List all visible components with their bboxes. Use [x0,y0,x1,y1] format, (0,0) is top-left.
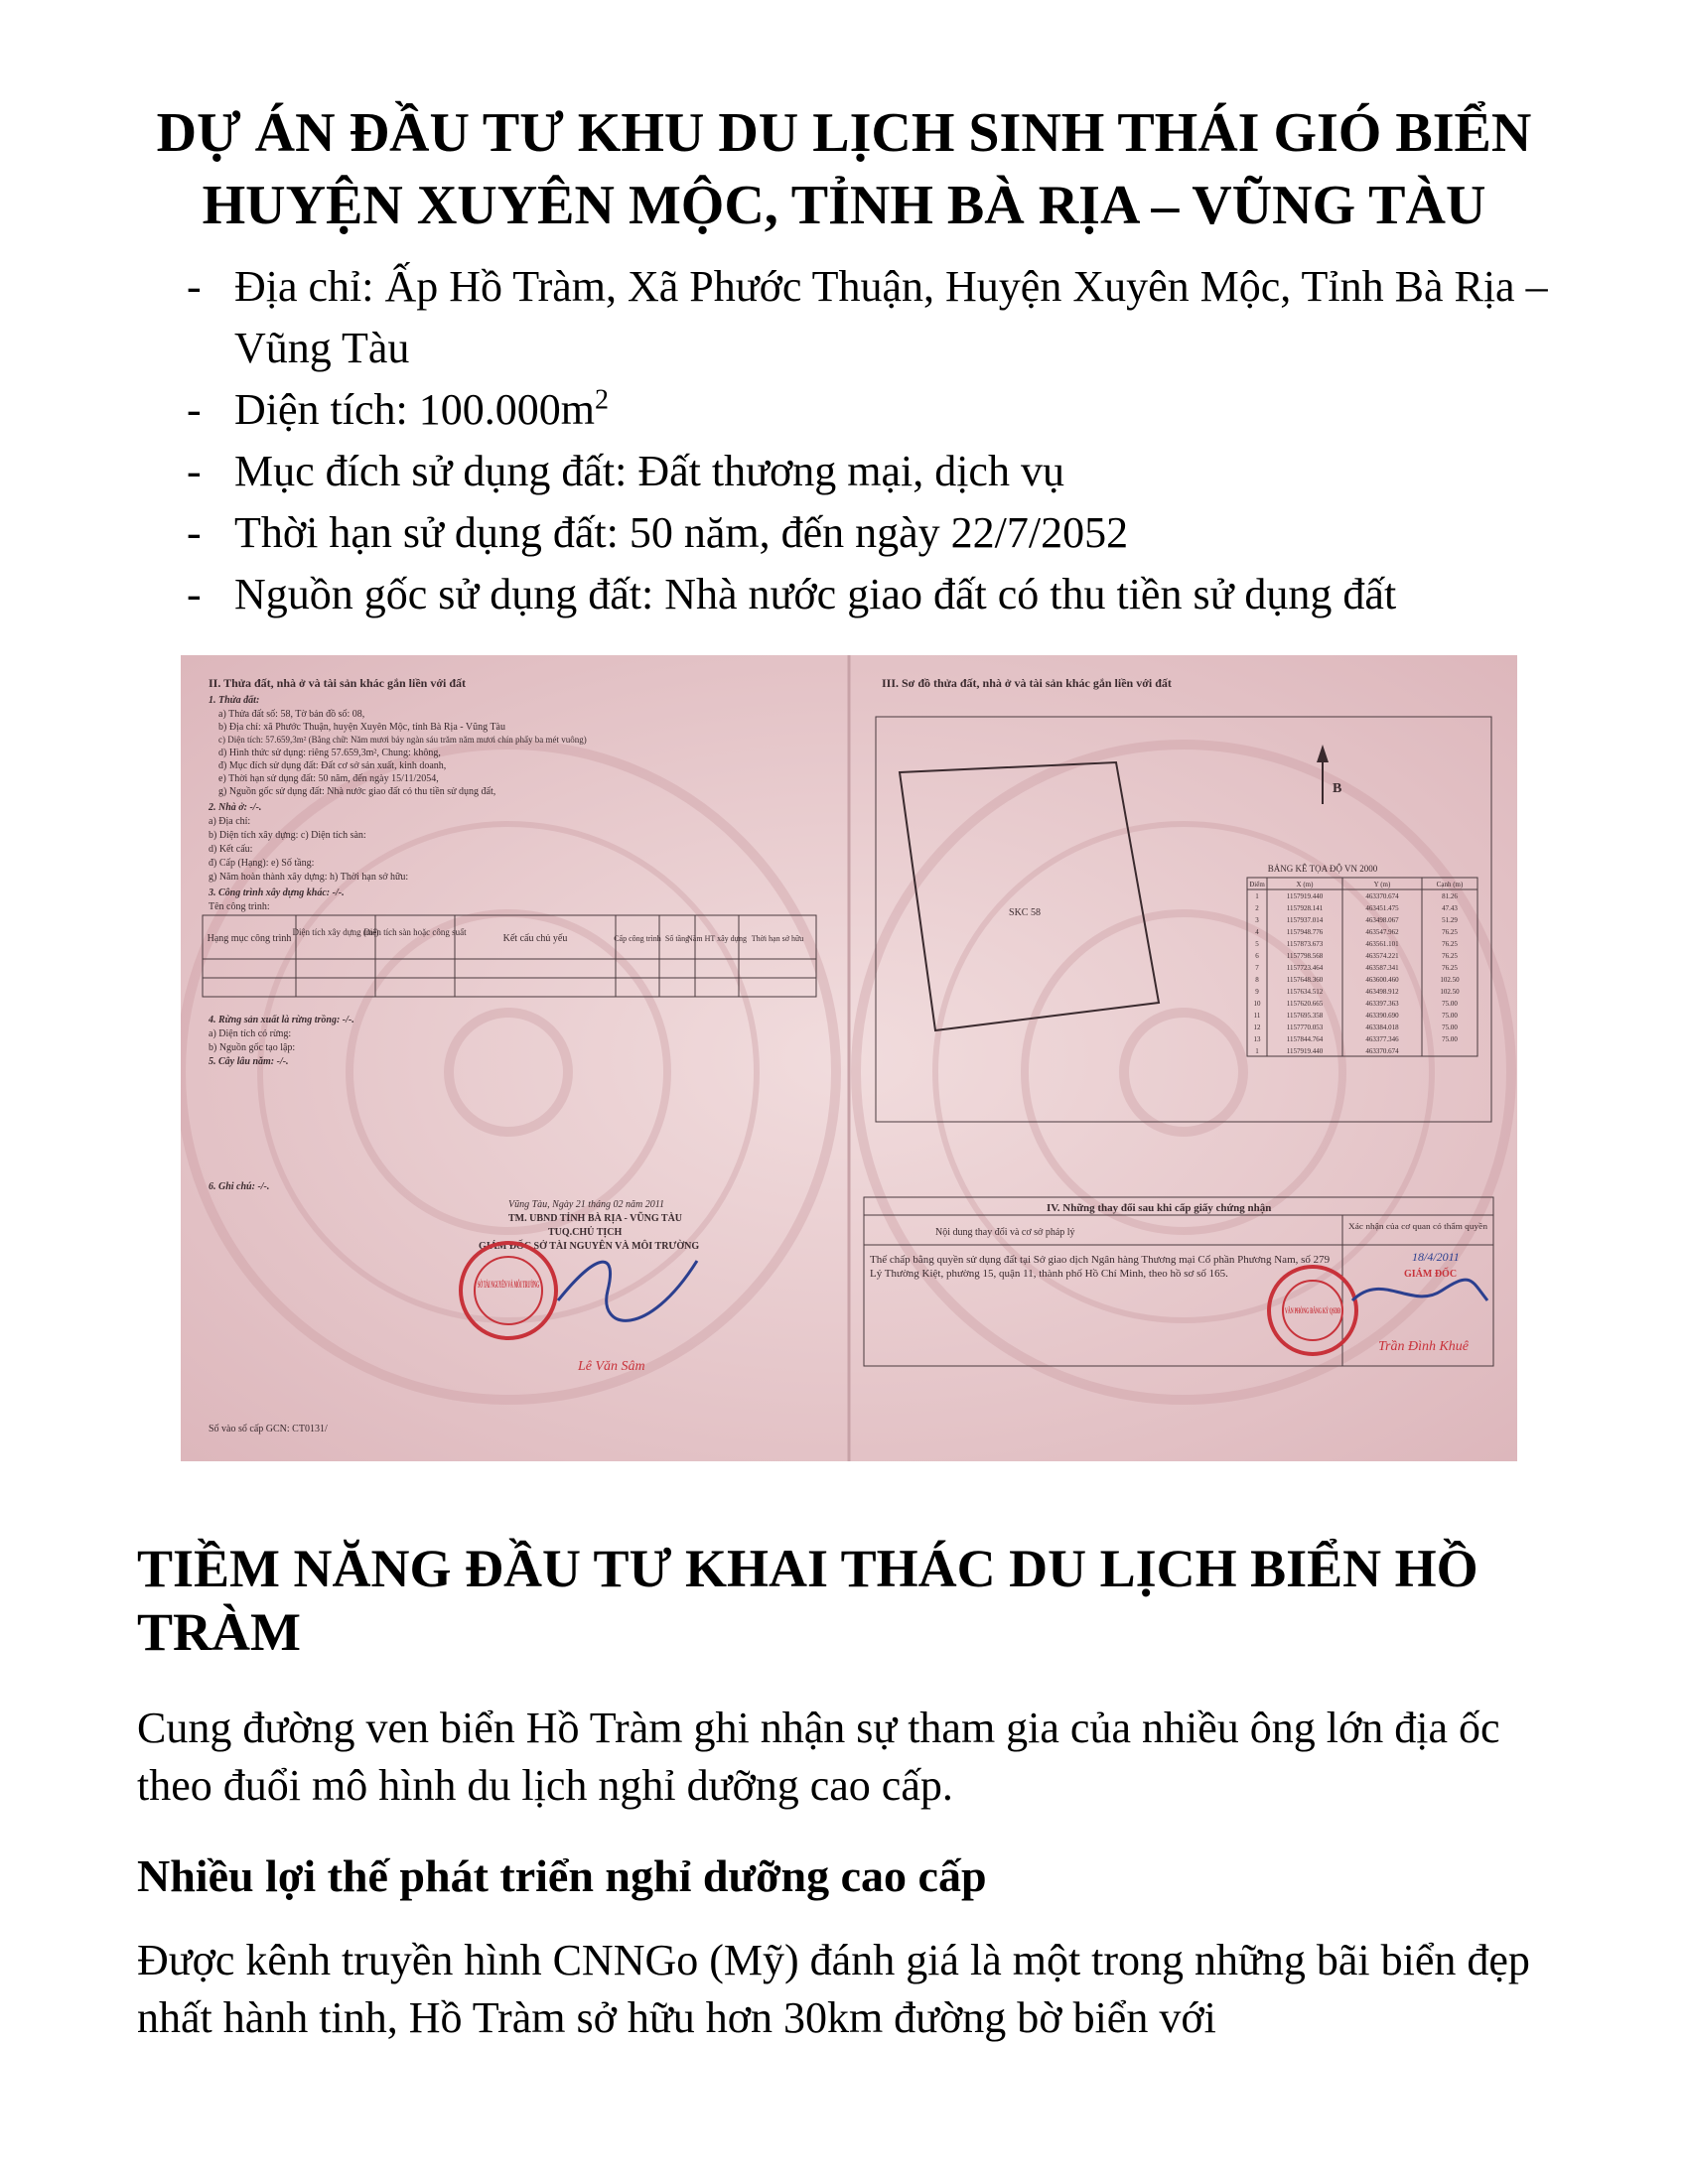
coord-cell: 102.50 [1440,976,1460,984]
info-purpose: - Mục đích sử dụng đất: Đất thương mại, dịch vụ [179,441,1569,502]
coord-cell: 76.25 [1442,940,1458,948]
info-term: - Thời hạn sử dụng đất: 50 năm, đến ngày 22/7/2052 [179,502,1569,564]
coord-header-cell: X (m) [1296,881,1314,888]
coord-cell: 75.00 [1442,1035,1458,1043]
coord-cell: 463384.018 [1365,1024,1399,1031]
coord-cell: 1157844.764 [1286,1035,1324,1043]
coord-cell: 10 [1253,1000,1261,1008]
section-subheading: Nhiều lợi thế phát triển nghỉ dưỡng cao cấp [137,1850,987,1901]
right-heading: III. Sơ đồ thửa đất, nhà ở và tài sản khác gắn liền với đất [882,676,1172,690]
works-col-3: Kết cấu chủ yếu [502,933,568,944]
coord-cell: 463574.221 [1365,952,1399,960]
left-line2-3: 5. Cây lâu năm: -/-. [209,1056,289,1067]
changes-col1: Nội dung thay đổi và cơ sở pháp lý [935,1227,1075,1238]
sign-line-1: TUQ.CHỦ TỊCH [548,1227,623,1238]
left-line2-2: b) Nguồn gốc tạo lập: [209,1042,296,1053]
changes-heading: IV. Những thay đổi sau khi cấp giấy chứng nhận [1047,1202,1272,1214]
coord-cell: 1157648.360 [1286,976,1324,984]
left-line2-1: a) Diện tích có rừng: [209,1028,292,1039]
coord-cell: 75.00 [1442,1012,1458,1020]
coord-cell: 81.26 [1442,892,1458,900]
info-area-superscript: 2 [594,384,609,416]
changes-signer-title: GIÁM ĐỐC [1404,1269,1458,1280]
left-line-9: a) Địa chỉ: [209,816,251,827]
left-line-7: g) Nguồn gốc sử dụng đất: Nhà nước giao đất có thu tiền sử dụng đất, [218,786,496,797]
coord-cell: 9 [1255,988,1259,996]
coord-cell: 1157723.464 [1286,964,1324,972]
coord-cell: 3 [1255,916,1259,924]
coord-cell: 6 [1255,952,1259,960]
left-line-3: c) Diện tích: 57.659,3m² (Bằng chữ: Năm mươi bảy ngàn sáu trăm năm mươi chín phẩy ba mét vuông) [218,735,587,745]
coord-cell: 1157620.665 [1286,1000,1324,1008]
left-line-0: 1. Thửa đất: [209,695,260,706]
left-line-4: d) Hình thức sử dụng: riêng 57.659,3m², Chung: không, [218,748,441,758]
coord-cell: 1 [1255,1047,1259,1055]
coord-cell: 463561.101 [1365,940,1399,948]
changes-col2: Xác nhận của cơ quan có thẩm quyền [1348,1222,1487,1231]
parcel-label: SKC 58 [1009,907,1041,918]
changes-date: 18/4/2011 [1412,1250,1460,1264]
coord-cell: 1157770.053 [1286,1024,1324,1031]
coord-cell: 463498.067 [1365,916,1399,924]
coord-cell: 463397.363 [1365,1000,1399,1008]
coord-cell: 463370.674 [1365,1047,1399,1055]
stamp-left-text: SỞ TÀI NGUYÊN VÀ MÔI TRƯỜNG [478,1280,539,1290]
coord-cell: 463370.674 [1365,892,1399,900]
left-line-10: b) Diện tích xây dựng: c) Diện tích sàn: [209,830,366,841]
coord-cell: 47.43 [1442,904,1458,912]
coord-cell: 1157948.776 [1286,928,1324,936]
coord-cell: 463377.346 [1365,1035,1399,1043]
coord-cell: 76.25 [1442,952,1458,960]
signer-name: Lê Văn Sâm [578,1359,645,1374]
project-info-list [179,256,1569,625]
coord-header-cell: Y (m) [1373,881,1391,888]
left-line-15: Tên công trình: [209,901,270,912]
serial-number: Số vào sổ cấp GCN: CT0131/ [209,1424,328,1434]
coord-cell: 2 [1255,904,1259,912]
section-heading: TIỀM NĂNG ĐẦU TƯ KHAI THÁC DU LỊCH BIỂN HỒ TRÀM [137,1539,1478,1662]
left-line-13: g) Năm hoàn thành xây dựng: h) Thời hạn sở hữu: [209,872,409,883]
stamp-right-text [1285,1305,1340,1315]
page-title [99,97,1589,242]
left-line-6: e) Thời hạn sử dụng đất: 50 năm, đến ngày 15/11/2054, [218,773,439,784]
works-col-1: Diện tích xây dựng (m²) [292,927,379,937]
coord-cell: 463600.460 [1365,976,1399,984]
section-paragraph-2: Được kênh truyền hình CNNGo (Mỹ) đánh giá là một trong những bãi biển đẹp nhất hành tinh, Hồ Tràm sở hữu hơn 30km đường bờ biển với [137,1936,1530,2042]
sign-line-0: TM. UBND TỈNH BÀ RỊA - VŨNG TÀU [508,1213,683,1224]
coord-cell: 1157634.512 [1286,988,1324,996]
coord-cell: 463547.962 [1365,928,1399,936]
left-line-14: 3. Công trình xây dựng khác: -/-. [209,887,345,898]
left-heading: II. Thửa đất, nhà ở và tài sản khác gắn liền với đất [209,676,467,690]
coord-cell: 1157919.440 [1286,1047,1324,1055]
coord-cell: 51.29 [1442,916,1458,924]
sign-date: Vũng Tàu, Ngày 21 tháng 02 năm 2011 [508,1199,665,1210]
coord-cell: 463451.475 [1365,904,1399,912]
left-line-2: b) Địa chỉ: xã Phước Thuận, huyện Xuyên Mộc, tỉnh Bà Rịa - Vũng Tàu [218,722,505,733]
left-line-1: a) Thửa đất số: 58, Tờ bản đồ số: 08, [218,709,365,720]
coord-cell: 11 [1253,1012,1261,1020]
works-col-6: Năm HT xây dựng [687,934,747,943]
coord-cell: 75.00 [1442,1024,1458,1031]
title-line-1: DỰ ÁN ĐẦU TƯ KHU DU LỊCH SINH THÁI GIÓ BIỂN [156,102,1532,164]
coord-header-cell: Cạnh (m) [1436,881,1464,888]
left-line-11: d) Kết cấu: [209,844,253,855]
info-area-text: Diện tích: 100.000m [234,385,595,434]
left-line2-4: 6. Ghi chú: -/-. [209,1181,270,1192]
coord-cell: 1157798.568 [1286,952,1324,960]
coord-cell: 13 [1253,1035,1261,1043]
coord-cell: 12 [1253,1024,1261,1031]
coord-cell: 463587.341 [1365,964,1399,972]
coord-cell: 75.00 [1442,1000,1458,1008]
works-col-2: Diện tích sàn hoặc công suất [363,927,467,937]
coord-cell: 102.50 [1440,988,1460,996]
info-address: - Địa chỉ: Ấp Hồ Tràm, Xã Phước Thuận, Huyện Xuyên Mộc, Tỉnh Bà Rịa – Vũng Tàu [179,256,1569,379]
coord-cell: 1157919.440 [1286,892,1324,900]
land-certificate-drawing [181,655,1517,1461]
coord-cell: 1157873.673 [1286,940,1324,948]
section-paragraph-1: Cung đường ven biển Hồ Tràm ghi nhận sự tham gia của nhiều ông lớn địa ốc theo đuổi mô hình du lịch nghỉ dưỡng cao cấp. [137,1704,1500,1810]
changes-text: Thế chấp bằng quyền sử dụng đất tại Sở giao dịch Ngân hàng Thương mại Cổ phần Phương Nam, số 279 Lý Thường Kiệt, phường 15, quận 11, thành phố Hồ Chí Minh, theo hồ sơ số 165. [870,1254,1331,1280]
coord-cell: 1157928.141 [1286,904,1324,912]
changes-text-box [870,1253,1338,1342]
sign-line-2: GIÁM ĐỐC SỞ TÀI NGUYÊN VÀ MÔI TRƯỜNG [479,1241,700,1252]
coord-cell: 8 [1255,976,1259,984]
coord-cell: 463498.912 [1365,988,1399,996]
stamp-right [1269,1267,1356,1354]
coord-cell: 4 [1255,928,1259,936]
coord-cell: 1157695.358 [1286,1012,1324,1020]
left-line-12: đ) Cấp (Hạng): e) Số tầng: [209,858,315,869]
coord-cell: 7 [1255,964,1259,972]
coord-table-title: BẢNG KÊ TỌA ĐỘ VN 2000 [1267,864,1378,874]
coord-cell: 76.25 [1442,964,1458,972]
north-label: B [1333,781,1342,796]
works-col-0: Hạng mục công trình [207,933,292,944]
left-line-5: đ) Mục đích sử dụng đất: Đất cơ sở sản xuất, kinh doanh, [218,760,447,771]
info-area [179,379,1569,441]
coord-header-cell: Điểm [1249,881,1265,888]
coord-cell: 76.25 [1442,928,1458,936]
coord-cell: 1157937.014 [1286,916,1324,924]
coord-cell: 463390.690 [1365,1012,1399,1020]
info-origin: - Nguồn gốc sử dụng đất: Nhà nước giao đất có thu tiền sử dụng đất [179,564,1569,625]
left-line-8: 2. Nhà ở: -/-. [209,802,262,813]
land-certificate-photo [181,655,1517,1461]
coord-cell: 1 [1255,892,1259,900]
coord-cell: 5 [1255,940,1259,948]
works-col-5: Số tầng [664,934,690,943]
works-col-4: Cấp công trình [614,934,661,943]
works-col-7: Thời hạn sở hữu [751,934,804,943]
title-line-2: HUYỆN XUYÊN MỘC, TỈNH BÀ RỊA – VŨNG TÀU [202,175,1486,236]
changes-signer: Trần Đình Khuê [1378,1339,1470,1354]
left-line2-0: 4. Rừng sản xuất là rừng trồng: -/-. [209,1015,354,1025]
